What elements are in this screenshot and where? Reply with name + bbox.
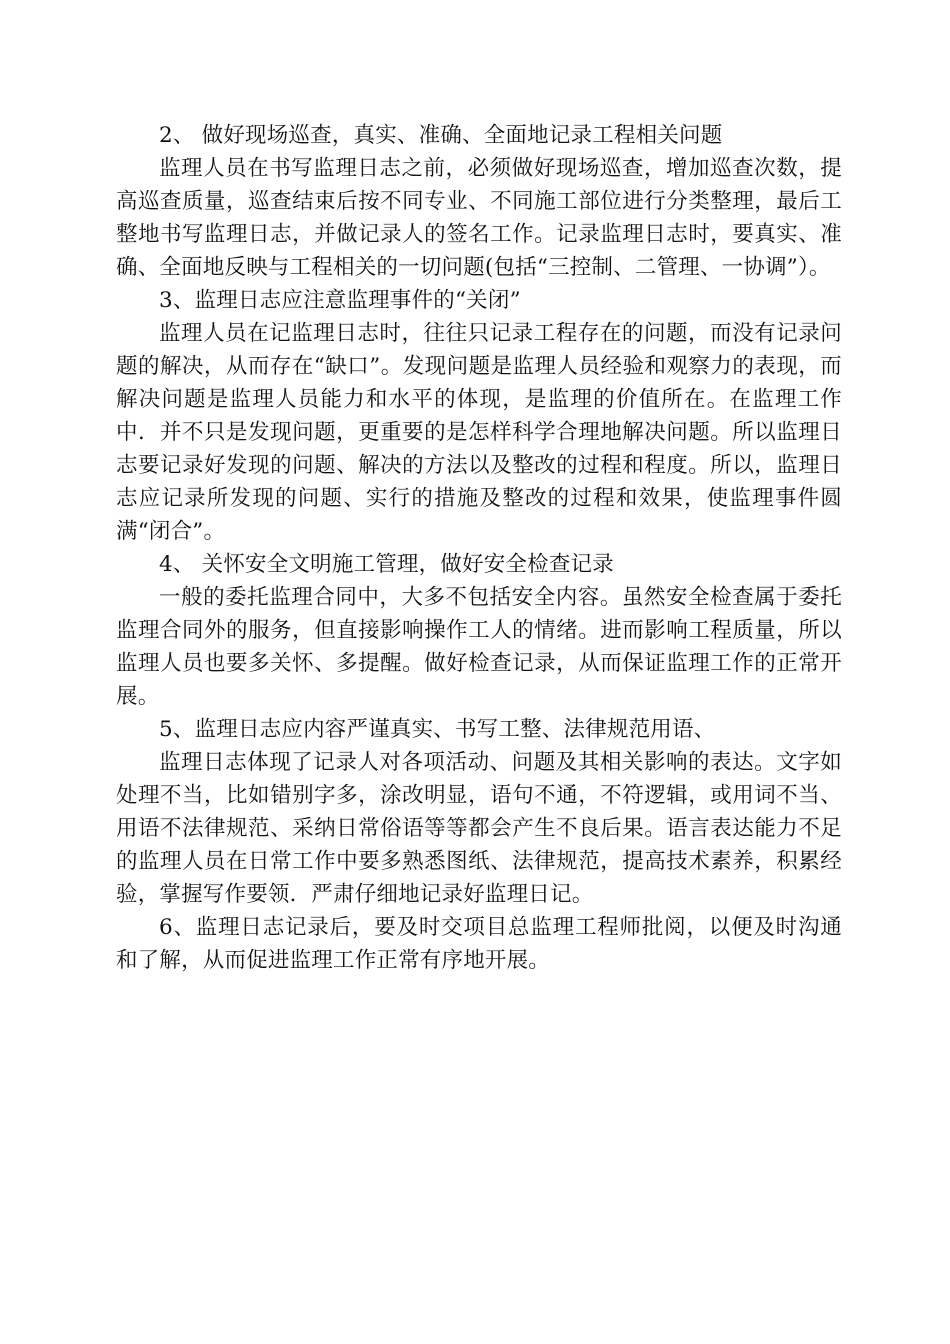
paragraph-writing-standards: 监理日志体现了记录人对各项活动、问题及其相关影响的表达。文字如处理不当，比如错别字多，涂改明显，语句不通，不符逻辑，或用词不当、用语不法律规范、采纳日常俗语等等都会产生不良后果。语言表达能力不足的监理人员在日常工作中要多熟悉图纸、法律规范，提高技术素养，积累经验，掌握写作要领．严肃仔细地记录好监理日记。 bbox=[116, 750, 842, 907]
paragraph-site-inspection: 监理人员在书写监理日志之前，必须做好现场巡查，增加巡查次数，提高巡查质量，巡查结束后按不同专业、不同施工部位进行分类整理，最后工整地书写监理日志，并做记录人的签名工作。记录监理日志时，要真实、准确、全面地反映与工程相关的一切问题(包括“三控制、二管理、一协调”）。 bbox=[116, 156, 842, 280]
section-heading-4: 4、 关怀安全文明施工管理，做好安全检查记录 bbox=[159, 552, 614, 577]
paragraph-review-approval: 6、监理日志记录后，要及时交项目总监理工程师批阅，以便及时沟通和了解，从而促进监理工作正常有序地开展。 bbox=[116, 915, 842, 973]
section-heading-5: 5、监理日志应内容严谨真实、书写工整、法律规范用语、 bbox=[159, 717, 716, 742]
section-heading-2: 2、 做好现场巡查，真实、准确、全面地记录工程相关问题 bbox=[159, 123, 723, 148]
paragraph-event-closure: 监理人员在记监理日志时，往往只记录工程存在的问题，而没有记录问题的解决，从而存在“缺口”。发现问题是监理人员经验和观察力的表现，而解决问题是监理人员能力和水平的体现，是监理的价值所在。在监理工作中．并不只是发现问题，更重要的是怎样科学合理地解决问题。所以监理日志要记录好发现的问题、解决的方法以及整改的过程和程度。所以，监理日志应记录所发现的问题、实行的措施及整改的过程和效果，使监理事件圆满“闭合”。 bbox=[116, 321, 842, 544]
section-heading-3: 3、监理日志应注意监理事件的“关闭” bbox=[159, 288, 521, 313]
paragraph-safety-inspection: 一般的委托监理合同中，大多不包括安全内容。虽然安全检查属于委托监理合同外的服务，但直接影响操作工人的情绪。进而影响工程质量，所以监理人员也要多关怀、多提醒。做好检查记录，从而保证监理工作的正常开展。 bbox=[116, 585, 842, 709]
document-body bbox=[116, 119, 842, 977]
